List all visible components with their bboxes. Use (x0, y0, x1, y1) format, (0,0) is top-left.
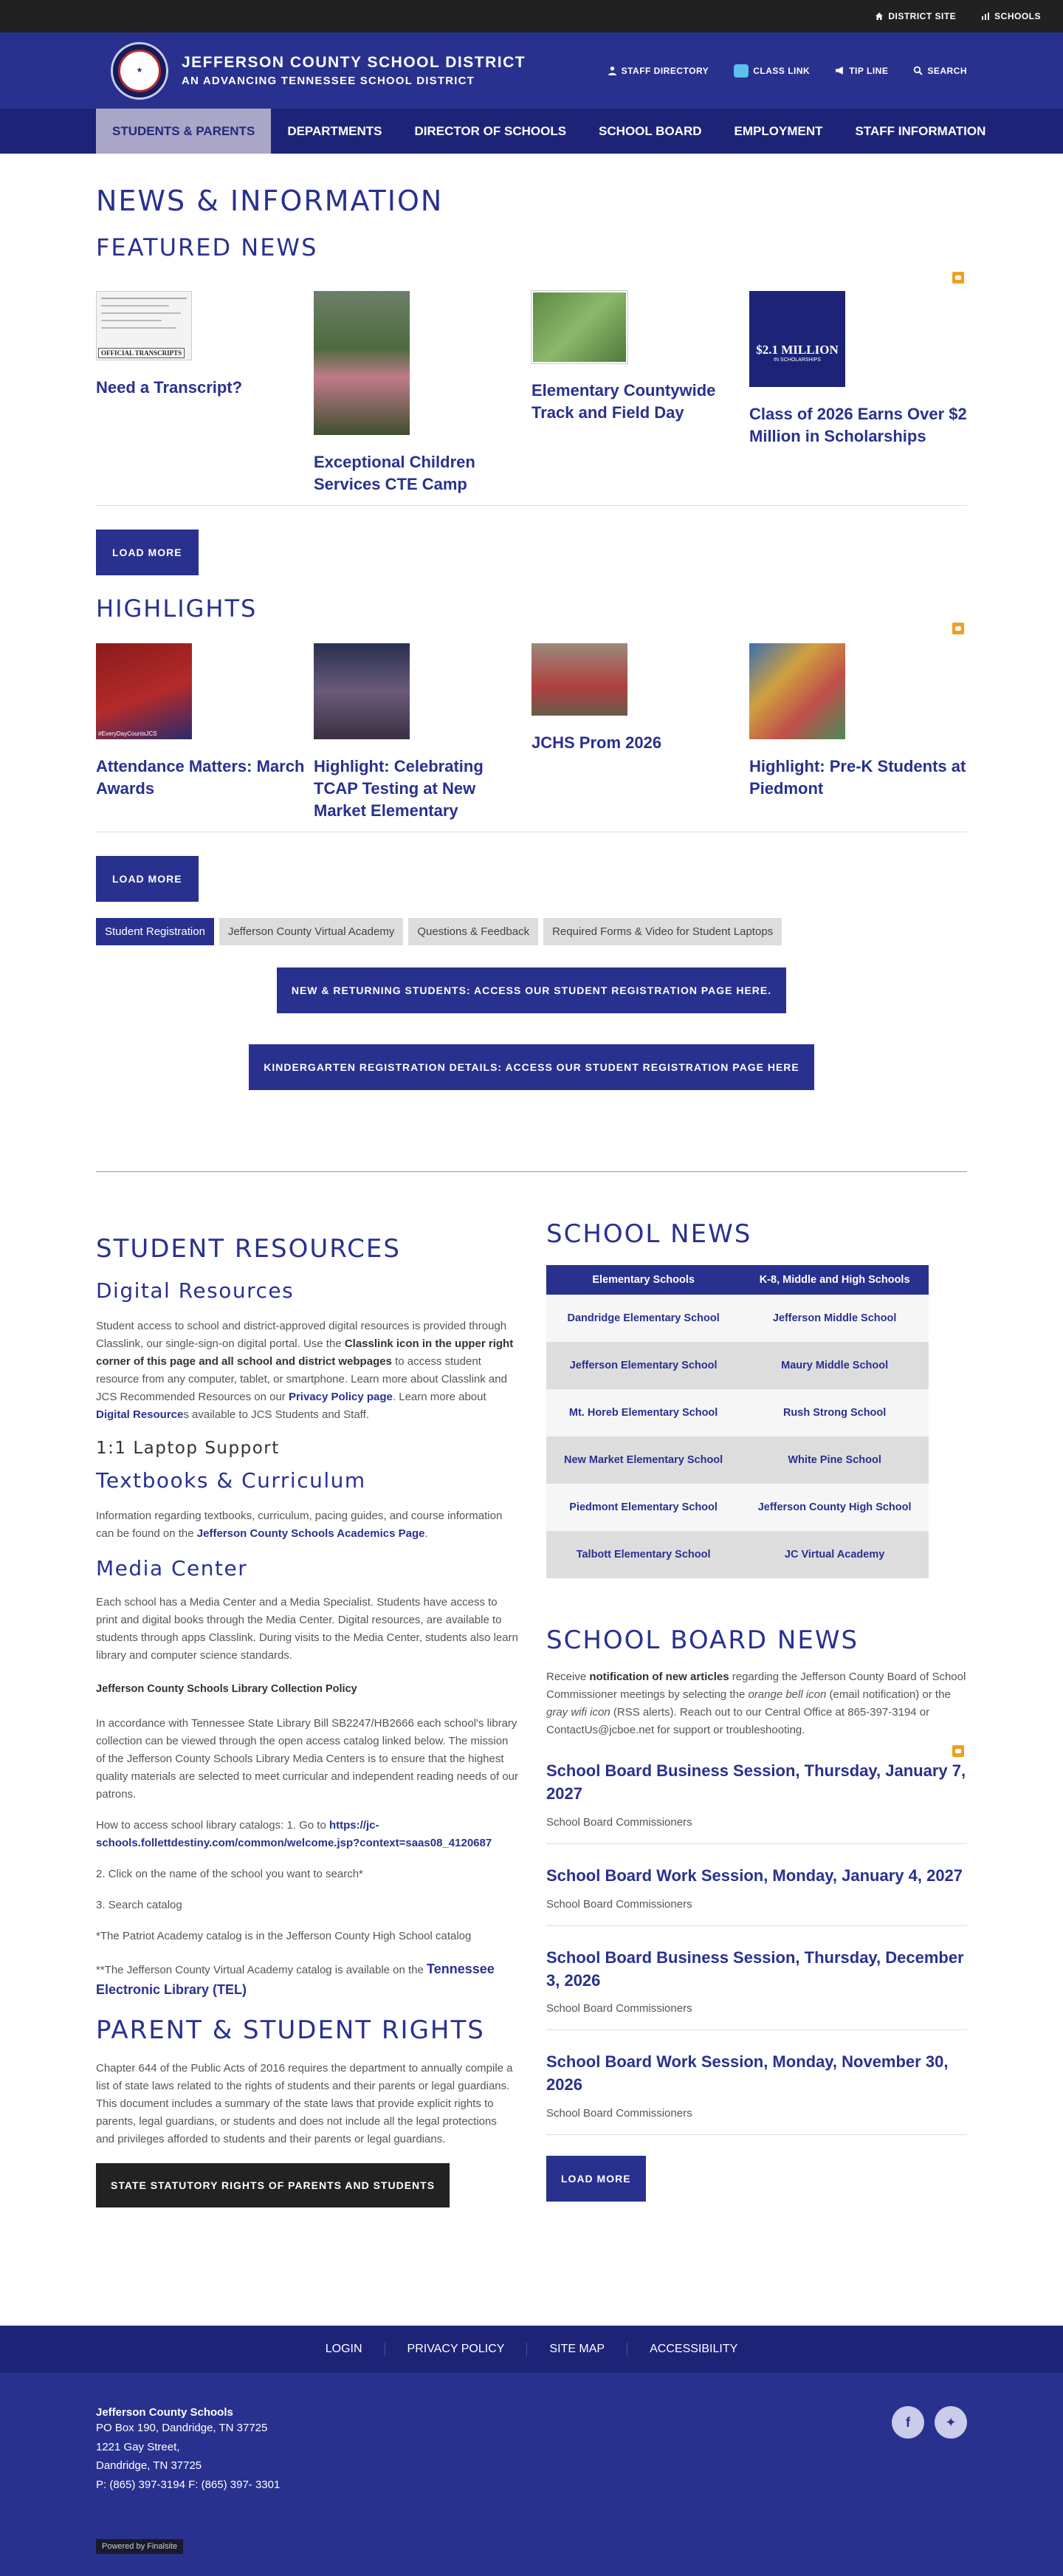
library-note-1: *The Patriot Academy catalog is in the Jefferson County High School catalog (96, 1929, 472, 1942)
board-news-load-more-button[interactable]: LOAD MORE (546, 2156, 646, 2202)
board-news-title[interactable]: School Board Business Session, Thursday, December 3, 2026 (546, 1948, 964, 1990)
site-footer (0, 2373, 1063, 2576)
featured-news-heading: FEATURED NEWS (96, 233, 318, 261)
school-link[interactable]: White Pine School (740, 1436, 929, 1484)
featured-card[interactable] (749, 291, 967, 495)
rss-icon[interactable] (952, 623, 964, 634)
tab-student-registration[interactable]: Student Registration (96, 918, 214, 945)
board-news-category: School Board Commissioners (546, 2002, 692, 2015)
featured-title[interactable]: Exceptional Children Services CTE Camp (314, 453, 475, 493)
staff-directory-link[interactable] (608, 64, 709, 78)
featured-load-more-button[interactable]: LOAD MORE (96, 530, 199, 575)
nav-employment[interactable]: EMPLOYMENT (734, 123, 823, 138)
elementary-column-header: Elementary Schools (546, 1265, 740, 1295)
nav-staff-information[interactable]: STAFF INFORMATION (855, 123, 986, 138)
privacy-policy-link[interactable]: Privacy Policy page (288, 1391, 393, 1404)
media-center-heading: Media Center (96, 1556, 248, 1581)
main-content (0, 185, 1063, 2207)
staff-directory-label: STAFF DIRECTORY (621, 65, 709, 76)
school-link[interactable]: Dandridge Elementary School (546, 1295, 740, 1342)
tab-questions-feedback[interactable]: Questions & Feedback (408, 918, 538, 945)
classlink-emphasis: Classlink icon in the upper right corner of this page and all school and district webpages (96, 1337, 514, 1368)
info-tabs (96, 918, 967, 945)
search-link[interactable] (913, 64, 967, 78)
highlight-title[interactable]: Attendance Matters: March Awards (96, 757, 305, 798)
footer-phone-line: P: (865) 397-3194 F: (865) 397- 3301 (96, 2478, 281, 2491)
district-seal-logo (111, 42, 168, 100)
school-link[interactable]: Maury Middle School (740, 1342, 929, 1389)
school-link[interactable]: Jefferson Elementary School (546, 1342, 740, 1389)
student-resources-heading: STUDENT RESOURCES (96, 1234, 401, 1264)
transcript-thumbnail[interactable] (96, 291, 192, 360)
table-row (546, 1531, 929, 1578)
brand-text (182, 54, 526, 87)
kindergarten-registration-button[interactable]: KINDERGARTEN REGISTRATION DETAILS: ACCESS OUR STUDENT REGISTRATION PAGE HERE (249, 1044, 813, 1090)
school-link[interactable]: Jefferson Middle School (740, 1295, 929, 1342)
table-row (546, 1389, 929, 1436)
left-column (96, 1219, 518, 2207)
highlight-title[interactable]: Highlight: Pre-K Students at Piedmont (749, 757, 966, 798)
footer-address-line: PO Box 190, Dandridge, TN 37725 (96, 2422, 268, 2435)
nav-school-board[interactable]: SCHOOL BOARD (599, 123, 702, 138)
tab-virtual-academy[interactable]: Jefferson County Virtual Academy (219, 918, 403, 945)
facebook-icon[interactable]: f (892, 2406, 924, 2439)
textbooks-heading: Textbooks & Curriculum (96, 1468, 366, 1493)
district-site-link[interactable] (875, 11, 956, 21)
table-row (546, 1342, 929, 1389)
library-policy-heading: Jefferson County Schools Library Collection Policy (96, 1683, 357, 1696)
tip-line-link[interactable] (835, 64, 888, 78)
highlight-card[interactable] (532, 643, 749, 821)
featured-card[interactable] (96, 291, 314, 495)
digital-resources-text: Student access to school and district-approved digital resources is provided through Classlink, our single-sign-on digital portal. Use the Classlink icon in the upper right corner of this page and all school and district webpages to access student resource from any computer, tablet, or smartphone. Learn more about Classlink and JCS Recommended Resources on our Privacy Policy page. Learn more about Digital Resources available to JCS Students and Staff. (96, 1320, 514, 1422)
board-news-category: School Board Commissioners (546, 1816, 692, 1829)
board-news-intro: Receive notification of new articles regarding the Jefferson County Board of School Commissioner meetings by selecting the orange bell icon (email notification) or the gray wifi icon (RSS alerts). Reach out to our Central Office at 865-397-3194 or ContactUs@jcboe.net for support or troubleshooting. (546, 1671, 966, 1737)
bar-chart-icon (981, 12, 990, 21)
search-icon (913, 66, 923, 75)
class-link-label: CLASS LINK (753, 65, 811, 76)
statutory-rights-button[interactable]: STATE STATUTORY RIGHTS OF PARENTS AND STUDENTS (96, 2163, 450, 2207)
school-link[interactable]: Rush Strong School (740, 1389, 929, 1436)
schools-link[interactable] (981, 11, 1041, 21)
table-row (546, 1295, 929, 1342)
tcap-thumbnail[interactable] (314, 643, 410, 739)
social-links (892, 2406, 967, 2439)
bell-icon[interactable] (952, 1745, 964, 1757)
school-link[interactable]: Mt. Horeb Elementary School (546, 1389, 740, 1436)
footer-address-line: Dandridge, TN 37725 (96, 2459, 202, 2473)
parent-rights-text: Chapter 644 of the Public Acts of 2016 requires the department to annually compile a list of state laws related to the rights of students and their parents or legal guardians. This document includes a summary of the state laws that provide explicit rights to parents, legal guardians, or students and does not include all the legal protections and privileges afforded to students and their parents or legal guardians. (96, 2062, 513, 2146)
page-title: NEWS & INFORMATION (96, 185, 444, 217)
board-news-title[interactable]: School Board Work Session, Monday, January 4, 2027 (546, 1866, 963, 1885)
featured-title[interactable]: Elementary Countywide Track and Field Day (532, 381, 716, 422)
schools-label: SCHOOLS (994, 11, 1041, 21)
highlights-list (96, 623, 967, 832)
school-link[interactable]: Piedmont Elementary School (546, 1484, 740, 1531)
library-note-2: **The Jefferson County Virtual Academy catalog is available on the Tennessee Electronic Library (TEL) (96, 1961, 495, 1998)
classlink-icon (734, 64, 749, 78)
highlights-heading: HIGHLIGHTS (96, 595, 258, 623)
featured-card[interactable] (532, 291, 749, 495)
board-news-title[interactable]: School Board Work Session, Monday, November 30, 2026 (546, 2052, 949, 2094)
textbooks-text: Information regarding textbooks, curriculum, pacing guides, and course information can be found on the Jefferson County Schools Academics Page. (96, 1510, 503, 1541)
utility-bar (0, 0, 1063, 32)
library-step-2: 2. Click on the name of the school you want to search* (96, 1867, 363, 1880)
table-row (546, 1436, 929, 1484)
digital-resources-heading: Digital Resources (96, 1278, 295, 1304)
header-links (608, 64, 967, 78)
megaphone-icon (835, 66, 844, 75)
library-policy-text: In accordance with Tennessee State Library Bill SB2247/HB2666 each school's library collection can be viewed through the open access catalog linked below. The mission of the Jefferson County Schools Library Media Centers is to ensure that the highest quality materials are selected to meet curricular and independent reading needs of our patrons. (96, 1716, 519, 1801)
footer-org-name: Jefferson County Schools (96, 2406, 233, 2419)
footer-accessibility-link[interactable]: ACCESSIBILITY (650, 2343, 738, 2356)
highlight-card[interactable] (314, 643, 532, 821)
cte-camp-thumbnail[interactable] (314, 291, 410, 435)
resources-columns (96, 1219, 967, 2207)
footer-privacy-link[interactable]: PRIVACY POLICY (385, 2343, 528, 2356)
search-label: SEARCH (927, 65, 967, 76)
footer-login-link[interactable]: LOGIN (303, 2343, 385, 2356)
middle-high-column-header: K-8, Middle and High Schools (740, 1265, 929, 1295)
district-title: JEFFERSON COUNTY SCHOOL DISTRICT (182, 54, 526, 71)
footer-sitemap-link[interactable]: SITE MAP (527, 2343, 627, 2356)
academics-page-link[interactable]: Jefferson County Schools Academics Page (196, 1527, 425, 1541)
board-news-item[interactable] (546, 1947, 967, 2031)
laptop-support-heading[interactable]: 1:1 Laptop Support (96, 1439, 280, 1459)
board-news-category: School Board Commissioners (546, 2107, 692, 2120)
district-site-label: DISTRICT SITE (888, 11, 957, 21)
prek-thumbnail[interactable] (749, 643, 845, 739)
section-divider (96, 1171, 967, 1172)
highlight-title[interactable]: JCHS Prom 2026 (532, 733, 662, 753)
person-icon (608, 66, 617, 75)
library-step-3: 3. Search catalog (96, 1898, 182, 1911)
board-news-heading: SCHOOL BOARD NEWS (546, 1626, 859, 1656)
prom-thumbnail[interactable] (532, 643, 627, 716)
district-subtitle: AN ADVANCING TENNESSEE SCHOOL DISTRICT (182, 75, 475, 87)
featured-card[interactable] (314, 291, 532, 495)
right-column (546, 1219, 967, 2207)
class-link-link[interactable] (734, 64, 810, 78)
highlight-card[interactable] (96, 643, 314, 821)
main-nav (0, 109, 1063, 154)
site-header (0, 32, 1063, 109)
media-center-text: Each school has a Media Center and a Media Specialist. Students have access to print and digital books through the Media Center. Digital resources, are available to students through apps Classlink. During visits to the Media Center, students also learn library and computer science standards. (96, 1596, 518, 1662)
follett-destiny-link[interactable]: https://jc-schools.follettdestiny.com/common/welcome.jsp?context=saas08_4120687 (96, 1818, 492, 1849)
school-link[interactable]: New Market Elementary School (546, 1436, 740, 1484)
school-link[interactable]: Talbott Elementary School (546, 1531, 740, 1578)
parent-rights-heading: PARENT & STUDENT RIGHTS (96, 2015, 485, 2046)
tel-link[interactable]: Tennessee Electronic Library (TEL) (96, 1961, 495, 1998)
brand[interactable] (111, 42, 526, 100)
school-link[interactable]: JC Virtual Academy (740, 1531, 929, 1578)
featured-news-list (96, 261, 967, 506)
school-link[interactable]: Jefferson County High School (740, 1484, 929, 1531)
board-news-item[interactable] (546, 1760, 967, 1844)
thumb-sub: IN SCHOLARSHIPS (774, 357, 821, 363)
school-news-heading: SCHOOL NEWS (546, 1219, 752, 1250)
scholarship-thumbnail[interactable] (749, 291, 845, 387)
featured-title[interactable]: Class of 2026 Earns Over $2 Million in Scholarships (749, 405, 967, 445)
thumb-caption: OFFICIAL TRANSCRIPTS (98, 348, 185, 358)
registration-button[interactable]: NEW & RETURNING STUDENTS: ACCESS OUR STUDENT REGISTRATION PAGE HERE. (277, 967, 786, 1013)
twitter-icon[interactable]: ✦ (935, 2406, 967, 2439)
board-news-item[interactable] (546, 2051, 967, 2135)
tab-required-forms[interactable]: Required Forms & Video for Student Laptops (543, 918, 782, 945)
digital-resource-link[interactable]: Digital Resource (96, 1408, 184, 1422)
school-news-table (546, 1265, 929, 1578)
track-field-thumbnail[interactable] (532, 291, 627, 363)
highlight-title[interactable]: Highlight: Celebrating TCAP Testing at New Market Elementary (314, 757, 484, 820)
board-news-item[interactable] (546, 1865, 967, 1926)
featured-title[interactable]: Need a Transcript? (96, 378, 243, 397)
thumb-amount: $2.1 MILLION (756, 343, 839, 357)
attendance-thumbnail[interactable] (96, 643, 192, 739)
nav-students-parents[interactable]: STUDENTS & PARENTS (96, 109, 271, 154)
rss-icon[interactable] (952, 272, 964, 284)
library-step-1: How to access school library catalogs: 1. Go to https://jc-schools.follettdestiny.com/common/welcome.jsp?context=saas08_4120687 (96, 1818, 492, 1849)
board-news-category: School Board Commissioners (546, 1897, 692, 1911)
nav-departments[interactable]: DEPARTMENTS (287, 123, 382, 138)
powered-by-finalsite[interactable]: Powered by Finalsite (96, 2539, 183, 2554)
footer-nav (0, 2326, 1063, 2373)
highlight-card[interactable] (749, 643, 967, 821)
thumb-hashtag: #EveryDayCountsJCS (98, 730, 157, 738)
nav-director-of-schools[interactable]: DIRECTOR OF SCHOOLS (414, 123, 567, 138)
footer-address-line: 1221 Gay Street, (96, 2440, 180, 2453)
table-row (546, 1484, 929, 1531)
home-icon (875, 12, 884, 21)
tip-line-label: TIP LINE (849, 65, 889, 76)
board-news-title[interactable]: School Board Business Session, Thursday, January 7, 2027 (546, 1761, 966, 1803)
highlights-load-more-button[interactable]: LOAD MORE (96, 856, 199, 902)
seal-emblem: ★ (118, 49, 161, 92)
